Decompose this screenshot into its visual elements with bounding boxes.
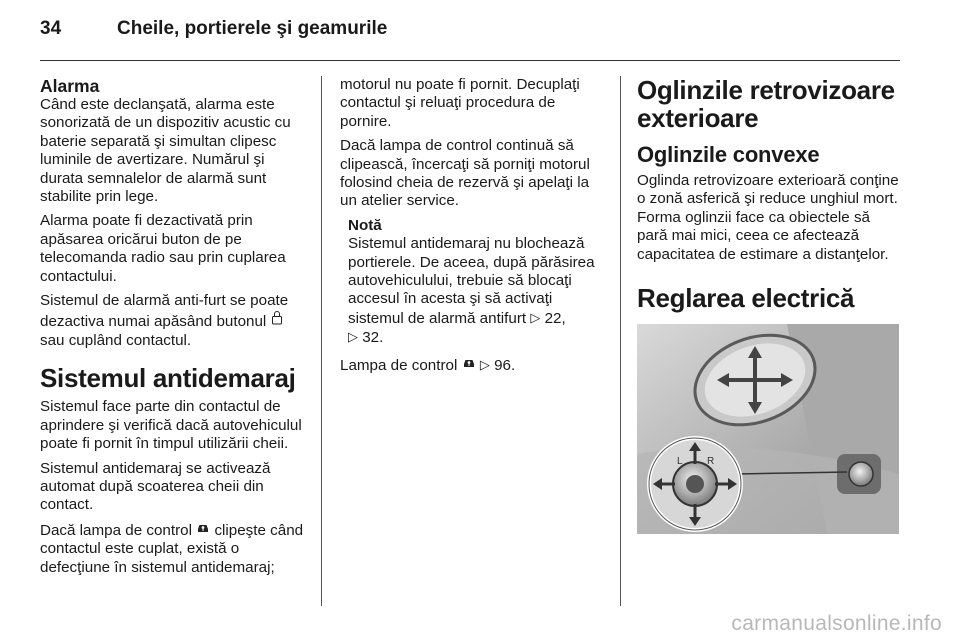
alarm-paragraph-2: Alarma poate fi dezactivată prin apăsarea oricărui buton de pe telecomanda radio sau prin cuplarea contactului.: [40, 212, 286, 285]
convex-mirrors-text: Oglinda retrovizoare exterioară conţine o zonă asferică şi reduce unghiul mort. Forma oglinzii face ca obiectele să pară mai mici, ceea ce afectează capacitatea de estimare a distanţelor.: [637, 172, 899, 263]
column-3: [637, 76, 899, 534]
lamp-reference: [340, 356, 610, 375]
alarm-paragraph-1: Când este declanşată, alarma este sonorizată de un dispozitiv acustic cu baterie separată şi simultan clipesc luminile de avertizare. Numărul şi durata semnalelor de alarmă sunt stabilite prin lege.: [40, 96, 291, 206]
svg-text:L: L: [677, 456, 683, 468]
immobiliser-heading: Sistemul antidemaraj: [40, 363, 296, 394]
alarm-heading: Alarma: [40, 76, 100, 96]
alarm-p3-text: Sistemul de alarmă anti-furt se poate dezactiva numai apăsând butonul: [40, 292, 289, 331]
header-rule: [40, 60, 900, 61]
page-reference-icon: ▷: [530, 309, 541, 325]
column-1: [40, 76, 310, 583]
watermark: carmanualsonline.info: [731, 612, 942, 635]
page-number: 34: [40, 18, 62, 39]
col2-paragraph-2: Dacă lampa de control continuă să clipească, încercaţi să porniţi motorul folosind cheia de rezervă şi apelaţi la un atelier service.: [340, 137, 590, 210]
mirror-control-photo: [637, 324, 899, 534]
note-title: Notă: [348, 216, 382, 234]
lamp-reference-text: Lampa de control: [340, 356, 458, 374]
note-text: Sistemul antidemaraj nu blochează portierele. De aceea, după părăsirea autovehiculului, trebuie să blocaţi accesul în acesta şi să activaţi sistemul de alarmă antifurt: [348, 235, 595, 327]
alarm-paragraph-3: [40, 292, 310, 350]
column-divider-2: [620, 76, 621, 606]
page-header: [40, 16, 900, 56]
mirrors-heading: Oglinzile retrovizoare exterioare: [637, 75, 895, 133]
page-reference-icon: ▷: [348, 329, 358, 345]
column-2: [340, 76, 610, 381]
chapter-title: Cheile, portierele şi geamurile: [117, 18, 388, 39]
note-box: [340, 217, 610, 348]
electric-adjustment-heading: Reglarea electrică: [637, 283, 855, 314]
note-ref-1: 22,: [544, 309, 566, 327]
alarm-p3-text-end: sau cuplând contactul.: [40, 331, 192, 349]
lamp-reference-page: 96.: [494, 356, 516, 374]
immobiliser-paragraph-1: Sistemul face parte din contactul de aprindere şi verifică dacă autovehiculul poate fi pornit în timpul utilizării cheii.: [40, 398, 302, 453]
column-divider-1: [321, 76, 322, 606]
note-ref-2: 32.: [362, 329, 384, 347]
col2-paragraph-1: motorul nu poate fi pornit. Decuplaţi contactul şi reluaţi procedura de pornire.: [340, 76, 580, 130]
immobiliser-p3-text: Dacă lampa de control: [40, 521, 192, 539]
car-key-lamp-icon: [196, 521, 210, 539]
immobiliser-paragraph-2: Sistemul antidemaraj se activează automat după scoaterea cheii din contact.: [40, 459, 271, 514]
lock-icon: [271, 310, 283, 330]
convex-mirrors-heading: Oglinzile convexe: [637, 142, 820, 167]
immobiliser-paragraph-3: [40, 521, 310, 577]
immobiliser-p3-text-end: clipeşte când contactul este cuplat, există o defecţiune în sistemul antidemaraj;: [40, 521, 304, 576]
svg-text:R: R: [707, 456, 715, 468]
car-key-lamp-icon: [462, 356, 476, 374]
page-reference-icon: ▷: [479, 356, 490, 372]
